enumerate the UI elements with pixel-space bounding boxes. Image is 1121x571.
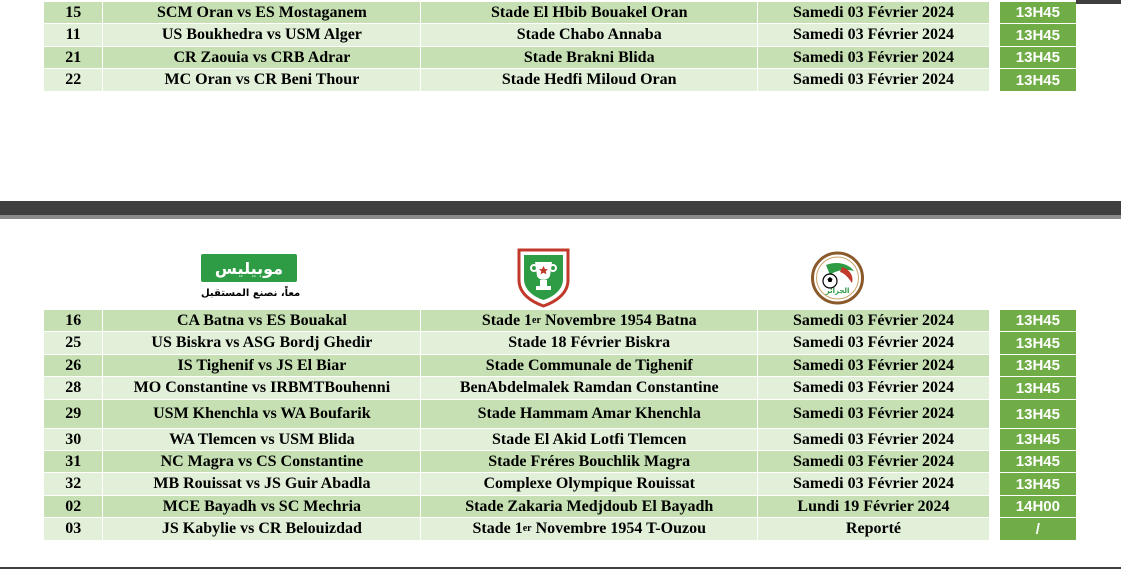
- mobilis-tagline: معاً، نصنع المستقبل: [201, 288, 301, 299]
- match-date: Samedi 03 Février 2024: [758, 400, 990, 428]
- match-number: 03: [44, 518, 103, 540]
- match-date: Samedi 03 Février 2024: [758, 69, 990, 91]
- column-gap: [990, 355, 1000, 376]
- match-time: 13H45: [1000, 47, 1076, 68]
- match-teams: US Biskra vs ASG Bordj Ghedir: [103, 332, 421, 354]
- faf-emblem-icon: [806, 251, 869, 305]
- fixtures-table-top: [44, 2, 1076, 92]
- stadium-name: Stade Hammam Amar Khenchla: [477, 405, 701, 422]
- column-gap: [990, 24, 1000, 46]
- stadium-name-rest: Novembre 1954 Batna: [540, 311, 697, 329]
- column-gap: [990, 451, 1000, 472]
- fixture-row: [44, 332, 1076, 355]
- column-gap: [990, 310, 1000, 331]
- fixture-row: [44, 69, 1076, 92]
- stadium-name: Stade Brakni Blida: [523, 48, 655, 66]
- match-date: Samedi 03 Février 2024: [758, 473, 990, 495]
- fixture-row: [44, 355, 1076, 377]
- match-number: 29: [44, 400, 103, 428]
- fixture-row: [44, 496, 1076, 518]
- match-teams: CR Zaouia vs CRB Adrar: [103, 47, 421, 68]
- match-time: 13H45: [1000, 400, 1076, 428]
- fixture-row: [44, 518, 1076, 541]
- match-number: 30: [44, 429, 103, 450]
- stadium-name: Stade 1: [472, 520, 523, 537]
- mobilis-logo-mark: موبيليس: [201, 254, 297, 282]
- mobilis-logo: [201, 254, 299, 302]
- match-date: Samedi 03 Février 2024: [758, 429, 990, 450]
- match-stadium: [421, 47, 758, 68]
- column-gap: [990, 377, 1000, 399]
- match-teams: SCM Oran vs ES Mostaganem: [103, 2, 421, 23]
- match-time: 13H45: [1000, 473, 1076, 495]
- match-time: 13H45: [1000, 429, 1076, 450]
- match-teams: JS Kabylie vs CR Belouizdad: [103, 518, 421, 540]
- stadium-name: Stade El Hbib Bouakel Oran: [490, 3, 688, 21]
- column-gap: [990, 2, 1000, 23]
- column-gap: [990, 69, 1000, 91]
- match-stadium: Stade 1 er Novembre 1954 Batna: [421, 310, 758, 331]
- fixture-row: [44, 24, 1076, 47]
- match-time: 13H45: [1000, 310, 1076, 331]
- match-stadium: [421, 473, 758, 495]
- match-time: 13H45: [1000, 24, 1076, 46]
- match-time: 13H45: [1000, 69, 1076, 91]
- match-number: 02: [44, 496, 103, 517]
- column-gap: [990, 518, 1000, 540]
- stadium-name: Stade El Akid Lotfi Tlemcen: [492, 430, 687, 448]
- page-divider: [0, 201, 1121, 215]
- column-gap: [990, 47, 1000, 68]
- match-number: 32: [44, 473, 103, 495]
- fixture-row: [44, 451, 1076, 473]
- stadium-name: Complexe Olympique Rouissat: [483, 475, 696, 492]
- stadium-name: Stade Zakaria Medjdoub El Bayadh: [465, 497, 714, 515]
- fixture-row: [44, 2, 1076, 24]
- match-time: 13H45: [1000, 332, 1076, 354]
- match-teams: MCE Bayadh vs SC Mechria: [103, 496, 421, 517]
- match-teams: WA Tlemcen vs USM Blida: [103, 429, 421, 450]
- match-stadium: Stade 1 er Novembre 1954 T-Ouzou: [421, 518, 758, 540]
- algeria-cup-logo: [515, 246, 572, 308]
- match-time: 13H45: [1000, 2, 1076, 23]
- fixture-row: [44, 47, 1076, 69]
- column-gap: [990, 332, 1000, 354]
- match-number: 31: [44, 451, 103, 472]
- fixture-row: [44, 310, 1076, 332]
- match-stadium: [421, 24, 758, 46]
- match-time: 13H45: [1000, 377, 1076, 399]
- match-teams: MC Oran vs CR Beni Thour: [103, 69, 421, 91]
- match-date: Samedi 03 Février 2024: [758, 377, 990, 399]
- match-teams: MO Constantine vs IRBMTBouhenni: [103, 377, 421, 399]
- match-stadium: [421, 496, 758, 517]
- match-teams: USM Khenchla vs WA Boufarik: [103, 400, 421, 428]
- stadium-name: Stade 18 Février Biskra: [508, 334, 671, 351]
- match-number: 25: [44, 332, 103, 354]
- match-stadium: [421, 429, 758, 450]
- match-stadium: [421, 377, 758, 399]
- page-divider-shadow: [0, 215, 1121, 219]
- column-gap: [990, 473, 1000, 495]
- match-date: Samedi 03 Février 2024: [758, 2, 990, 23]
- match-teams: IS Tighenif vs JS El Biar: [103, 355, 421, 376]
- cup-shield-icon: [515, 246, 572, 308]
- match-number: 26: [44, 355, 103, 376]
- faf-logo: [806, 251, 869, 305]
- fixture-row: [44, 473, 1076, 496]
- match-date: Samedi 03 Février 2024: [758, 355, 990, 376]
- match-time: 14H00: [1000, 496, 1076, 517]
- match-number: 21: [44, 47, 103, 68]
- match-number: 28: [44, 377, 103, 399]
- column-gap: [990, 496, 1000, 517]
- match-number: 22: [44, 69, 103, 91]
- column-gap: [990, 400, 1000, 428]
- match-time: 13H45: [1000, 451, 1076, 472]
- match-date: Samedi 03 Février 2024: [758, 24, 990, 46]
- match-date: Samedi 03 Février 2024: [758, 47, 990, 68]
- stadium-name: Stade Chabo Annaba: [516, 26, 662, 43]
- column-gap: [990, 429, 1000, 450]
- fixture-row: [44, 400, 1076, 429]
- fixture-row: [44, 429, 1076, 451]
- faf-logo-text: الجزائر: [825, 287, 850, 295]
- match-time: 13H45: [1000, 355, 1076, 376]
- match-stadium: [421, 451, 758, 472]
- match-teams: CA Batna vs ES Bouakal: [103, 310, 421, 331]
- match-date: Reporté: [758, 518, 990, 540]
- match-date: Samedi 03 Février 2024: [758, 310, 990, 331]
- match-stadium: [421, 332, 758, 354]
- match-date: Samedi 03 Février 2024: [758, 451, 990, 472]
- match-teams: US Boukhedra vs USM Alger: [103, 24, 421, 46]
- stadium-name-rest: Novembre 1954 T-Ouzou: [531, 520, 706, 537]
- bottom-edge-bar: [0, 567, 1121, 569]
- match-stadium: [421, 69, 758, 91]
- match-date: Lundi 19 Février 2024: [758, 496, 990, 517]
- match-number: 11: [44, 24, 103, 46]
- match-teams: MB Rouissat vs JS Guir Abadla: [103, 473, 421, 495]
- match-number: 16: [44, 310, 103, 331]
- match-date: Samedi 03 Février 2024: [758, 332, 990, 354]
- match-stadium: [421, 400, 758, 428]
- match-stadium: [421, 2, 758, 23]
- fixtures-table-bottom: [44, 310, 1076, 541]
- match-stadium: [421, 355, 758, 376]
- fixture-row: [44, 377, 1076, 400]
- stadium-name: Stade Hedfi Miloud Oran: [501, 71, 677, 88]
- stadium-name: Stade 1: [481, 311, 533, 329]
- match-teams: NC Magra vs CS Constantine: [103, 451, 421, 472]
- stadium-name: Stade Fréres Bouchlik Magra: [488, 452, 691, 470]
- top-edge-bar: [1076, 0, 1121, 4]
- match-number: 15: [44, 2, 103, 23]
- match-time: /: [1000, 518, 1076, 540]
- stadium-name: Stade Communale de Tighenif: [485, 356, 693, 374]
- stadium-name: BenAbdelmalek Ramdan Constantine: [459, 379, 719, 396]
